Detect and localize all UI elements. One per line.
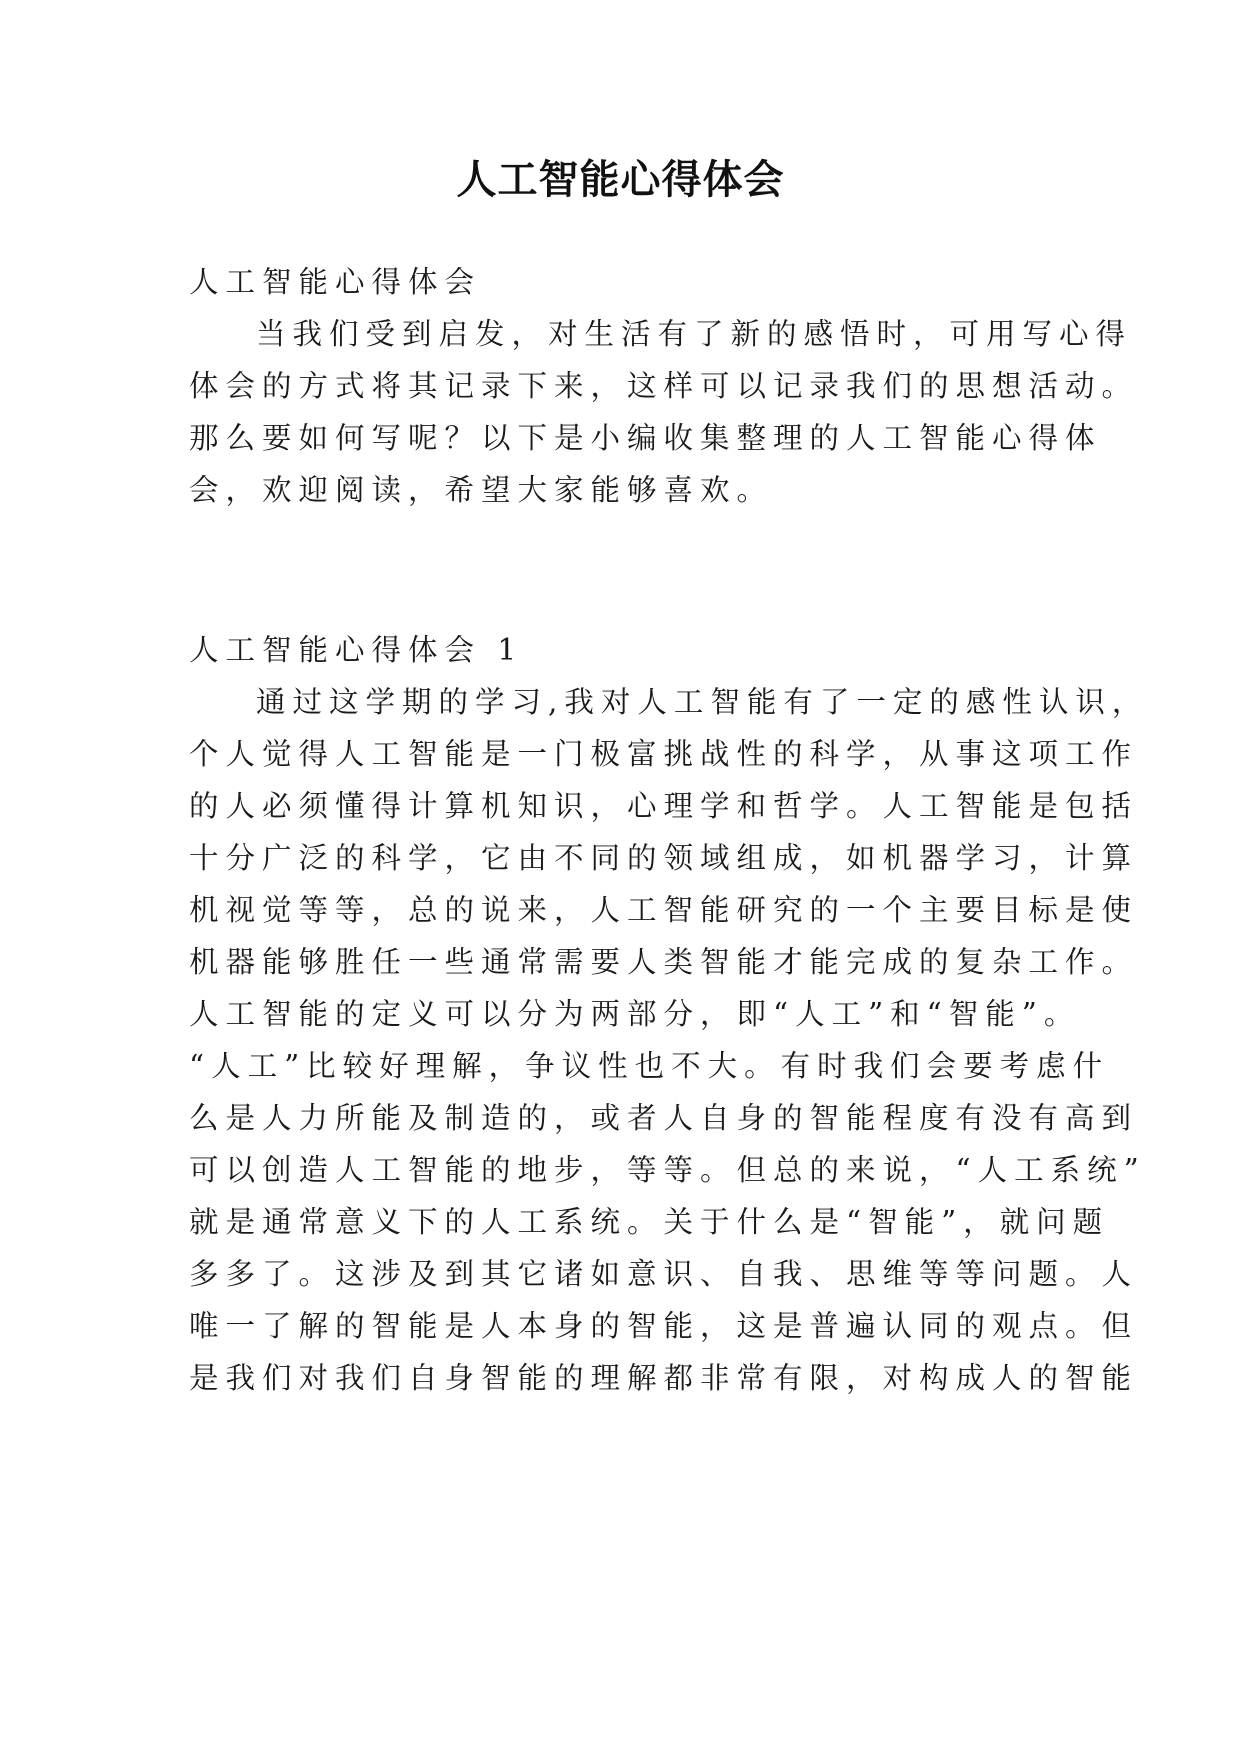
section1-line-1: 通过这学期的学习,我对人工智能有了一定的感性认识， [256, 685, 1149, 719]
section1-line-11: 就是通常意义下的人工系统。关于什么是“智能”，就问题 [189, 1205, 1110, 1239]
section1-line-4: 十分广泛的科学，它由不同的领域组成，如机器学习，计算 [189, 841, 1139, 875]
section1-line-6: 机器能够胜任一些通常需要人类智能才能完成的复杂工作。 [189, 945, 1139, 979]
section1-line-12: 多多了。这涉及到其它诸如意识、自我、思维等等问题。人 [189, 1257, 1139, 1291]
intro-line-2: 体会的方式将其记录下来，这样可以记录我们的思想活动。 [189, 369, 1139, 403]
section1-line-5: 机视觉等等，总的说来，人工智能研究的一个主要目标是使 [189, 893, 1139, 927]
intro-line-4: 会，欢迎阅读，希望大家能够喜欢。 [189, 473, 774, 507]
section1-line-14: 是我们对我们自身智能的理解都非常有限，对构成人的智能 [189, 1361, 1139, 1395]
section1-line-3: 的人必须懂得计算机知识，心理学和哲学。人工智能是包括 [189, 789, 1139, 823]
document-title: 人工智能心得体会 [456, 156, 785, 203]
section1-line-13: 唯一了解的智能是人本身的智能，这是普遍认同的观点。但 [189, 1309, 1139, 1343]
section1-line-8: “人工”比较好理解，争议性也不大。有时我们会要考虑什 [189, 1049, 1110, 1083]
section1-line-2: 个人觉得人工智能是一门极富挑战性的科学，从事这项工作 [189, 737, 1139, 771]
intro-heading: 人工智能心得体会 [189, 265, 482, 299]
section1-line-9: 么是人力所能及制造的，或者人自身的智能程度有没有高到 [189, 1101, 1139, 1135]
section1-line-10: 可以创造人工智能的地步，等等。但总的来说，“人工系统” [189, 1153, 1146, 1187]
section1-line-7: 人工智能的定义可以分为两部分，即“人工”和“智能”。 [189, 997, 1081, 1031]
section1-heading: 人工智能心得体会 1 [189, 633, 524, 667]
intro-line-1: 当我们受到启发，对生活有了新的感悟时，可用写心得 [256, 317, 1133, 351]
intro-line-3: 那么要如何写呢？以下是小编收集整理的人工智能心得体 [189, 421, 1102, 455]
